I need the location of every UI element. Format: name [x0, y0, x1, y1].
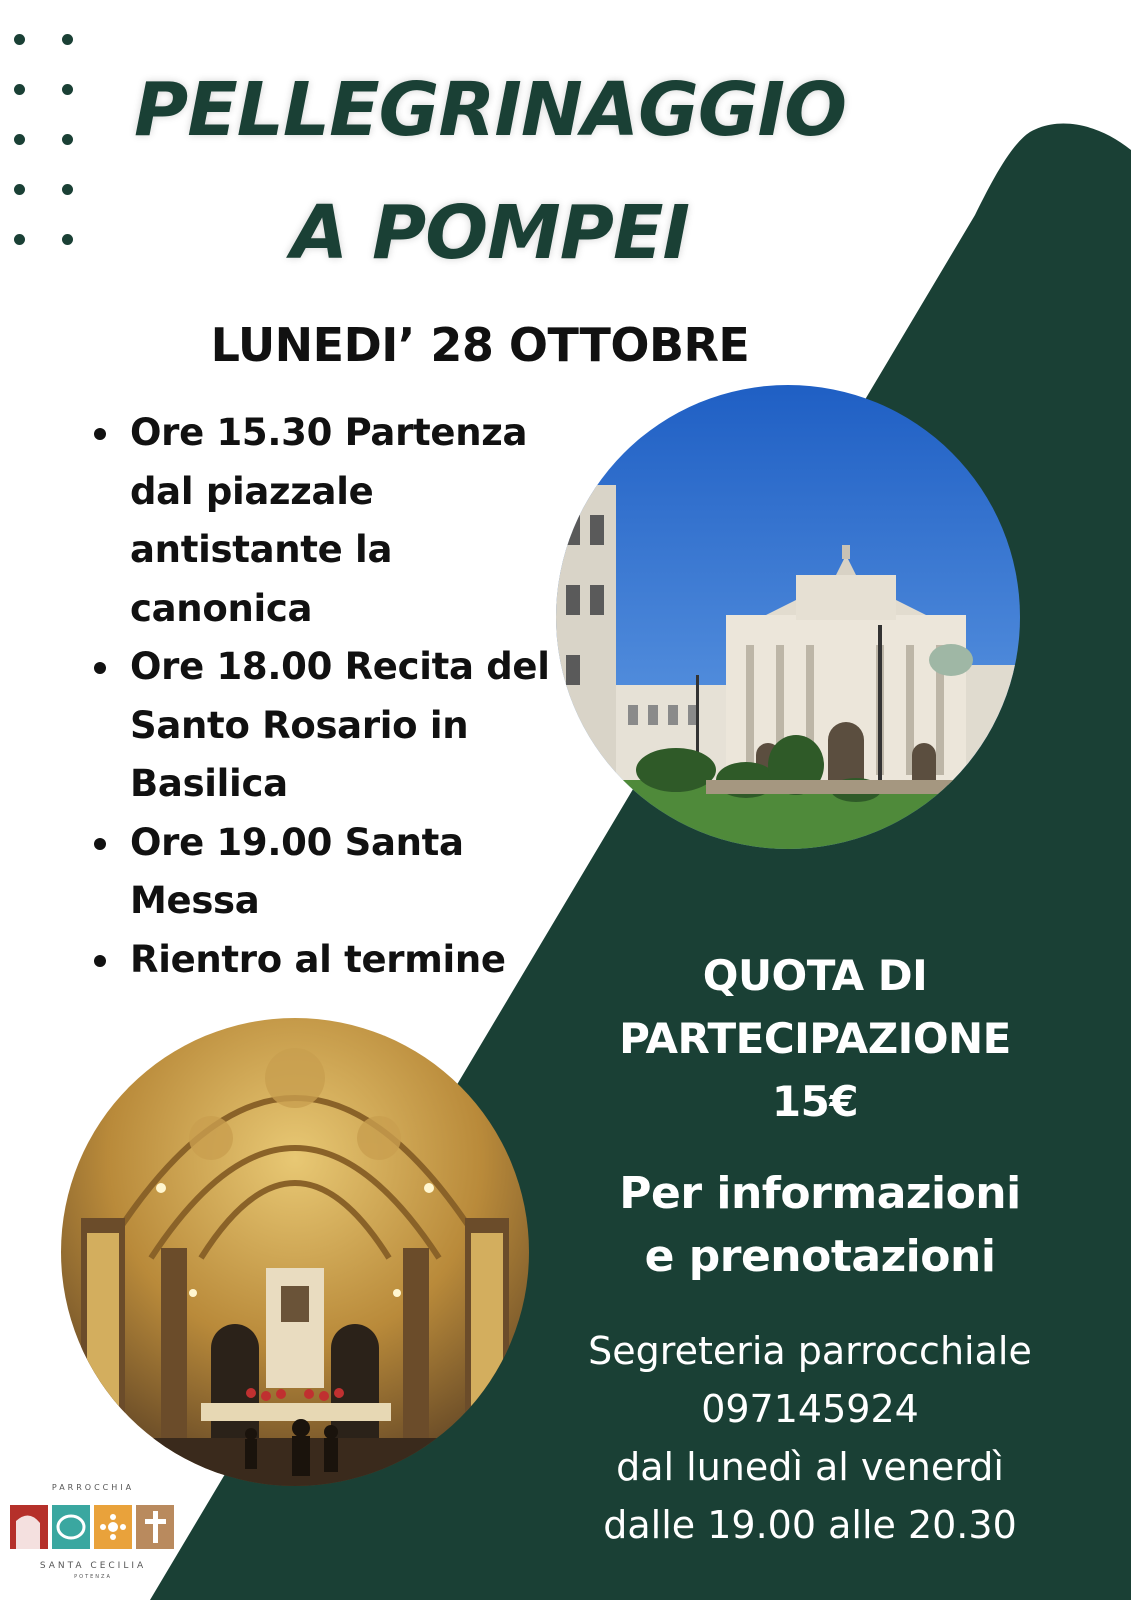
logo-name-text: SANTA CECILIA: [39, 1561, 147, 1571]
contact-office: Segreteria parrocchiale: [588, 1329, 1032, 1373]
info-line-1: Per informazioni: [619, 1168, 1021, 1219]
schedule-list: [86, 404, 566, 989]
event-date: LUNEDI’ 28 OTTOBRE: [210, 318, 750, 372]
participation-fee: [580, 944, 1050, 1133]
schedule-item-text: Ore 15.30 Partenza dal piazzale antistante la canonica: [130, 411, 528, 630]
schedule-item-text: Ore 18.00 Recita del Santo Rosario in Basilica: [130, 645, 550, 805]
bullet-icon: [94, 955, 106, 967]
bullet-icon: [94, 838, 106, 850]
schedule-item-text: Ore 19.00 Santa Messa: [130, 820, 464, 922]
schedule-item: [86, 931, 566, 990]
fee-label-line-2: PARTECIPAZIONE: [619, 1014, 1011, 1063]
title-line-2: A POMPEI: [290, 190, 690, 276]
parish-logo: [8, 1483, 178, 1588]
contact-phone: 097145924: [701, 1387, 919, 1431]
bullet-icon: [94, 428, 106, 440]
schedule-item: [86, 814, 566, 931]
schedule-item-text: Rientro al termine: [130, 937, 506, 981]
title-line-1: PELLEGRINAGGIO: [133, 67, 847, 153]
basilica-interior-photo: [61, 1018, 529, 1486]
fee-price: 15€: [771, 1077, 859, 1126]
schedule-item: [86, 638, 566, 814]
logo-city-text: POTENZA: [74, 1574, 112, 1580]
parish-symbols-icon: [10, 1497, 176, 1559]
basilica-exterior-photo: [556, 385, 1020, 849]
bullet-icon: [94, 662, 106, 674]
contact-days: dal lunedì al venerdì: [616, 1445, 1004, 1489]
fee-label-line-1: QUOTA DI: [702, 951, 928, 1000]
logo-top-text: PARROCCHIA: [51, 1483, 135, 1492]
schedule-item: [86, 404, 566, 638]
decorative-dot-grid: [14, 34, 84, 264]
contact-hours: dalle 19.00 alle 20.30: [603, 1503, 1017, 1547]
info-line-2: e prenotazioni: [644, 1231, 996, 1282]
contact-details: [555, 1322, 1065, 1554]
info-heading: [580, 1162, 1060, 1288]
